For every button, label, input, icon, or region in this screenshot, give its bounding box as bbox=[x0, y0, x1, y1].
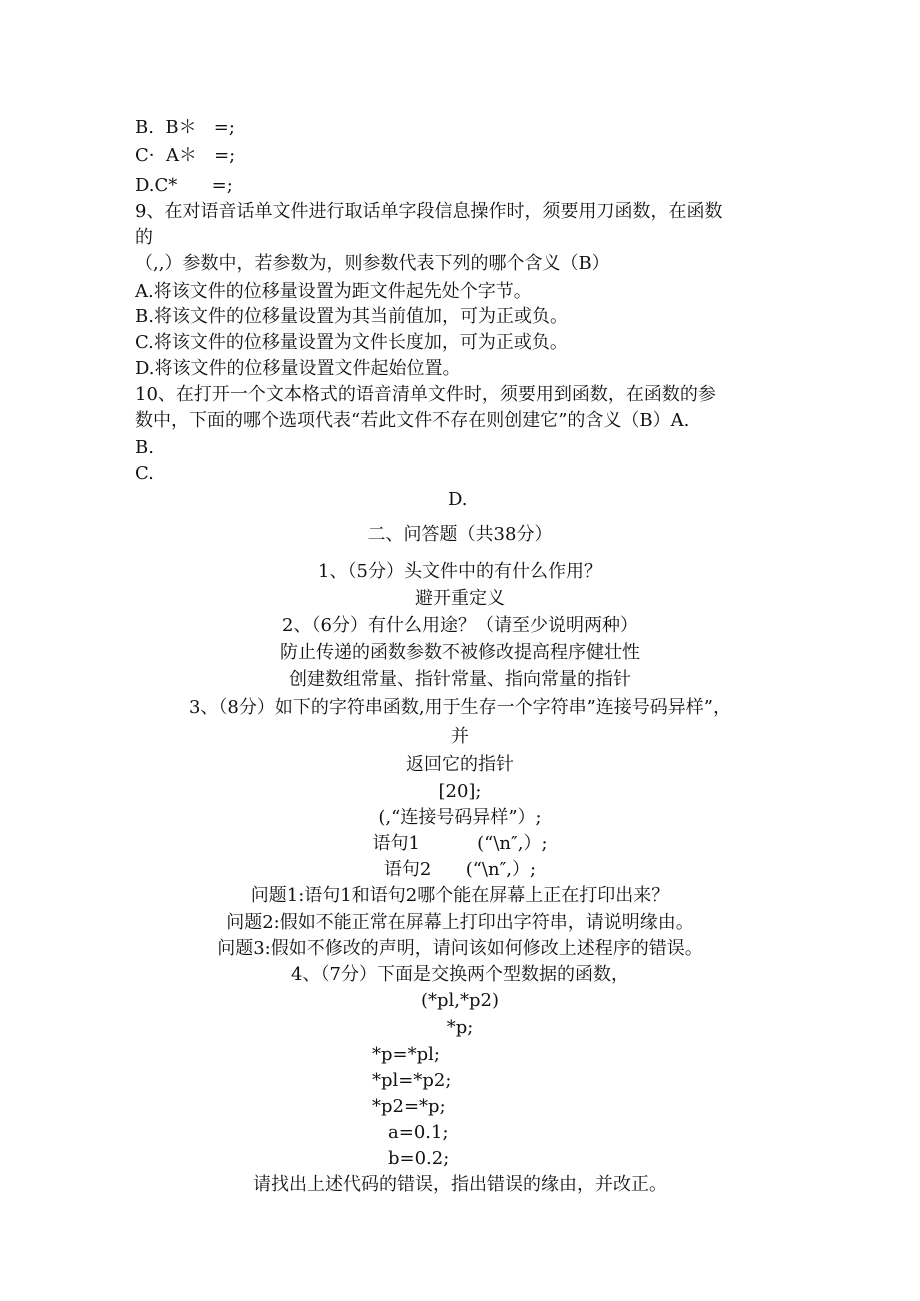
q4-text: 4、（7分）下面是交换两个型数据的函数， bbox=[291, 964, 629, 985]
q3-line2: 并 bbox=[451, 726, 469, 747]
code-line-6: a=0.1; bbox=[388, 1122, 449, 1143]
code-line-7: b=0.2; bbox=[388, 1148, 450, 1169]
q3-problem-2: 问题2:假如不能正常在屏幕上打印出字符串，请说明缘由。 bbox=[226, 912, 694, 933]
code-line-4: *pl=*p2; bbox=[372, 1070, 452, 1091]
q3-problem-1: 问题1:语句1和语句2哪个能在屏幕上正在打印出来？ bbox=[250, 885, 670, 906]
q9-option-b: B.将该文件的位移量设置为其当前值加，可为正或负。 bbox=[135, 306, 568, 327]
q2-text: 2、（6分）有什么用途？（请至少说明两种） bbox=[282, 615, 638, 636]
q9-option-a: A.将该文件的位移量设置为距文件起先处个字节。 bbox=[135, 281, 532, 302]
code-line-2: *p; bbox=[446, 1017, 474, 1038]
q9-line1: 9、在对语音话单文件进行取话单字段信息操作时，须要用刀函数，在函数 bbox=[135, 201, 723, 222]
q3-code-4: 语句2 (“\n″,）; bbox=[383, 859, 537, 880]
q10-option-c: C. bbox=[135, 463, 154, 484]
q9-line3: （,,）参数中，若参数为，则参数代表下列的哪个含义（B） bbox=[135, 253, 610, 274]
option-c-top: C· A＊ =; bbox=[135, 145, 236, 166]
q10-option-d: D. bbox=[448, 489, 468, 510]
q9-option-c: C.将该文件的位移量设置为文件长度加，可为正或负。 bbox=[135, 332, 568, 353]
q10-option-b: B. bbox=[135, 437, 154, 458]
code-line-3: *p=*pl; bbox=[372, 1044, 440, 1065]
code-line-5: *p2=*p; bbox=[372, 1096, 446, 1117]
code-line-1: (*pl,*p2) bbox=[420, 990, 500, 1011]
q3-code-1: [20]; bbox=[438, 781, 482, 802]
q10-line2: 数中，下面的哪个选项代表“若此文件不存在则创建它”的含义（B）A. bbox=[135, 410, 690, 431]
q3-code-3: 语句1 (“\n″,）; bbox=[372, 833, 548, 854]
q10-line1: 10、在打开一个文本格式的语音清单文件时，须要用到函数，在函数的参 bbox=[135, 384, 716, 405]
q9-option-d: D.将该文件的位移量设置文件起始位置。 bbox=[135, 358, 461, 379]
q2-answer-1: 防止传递的函数参数不被修改提高程序健壮性 bbox=[280, 642, 640, 663]
option-d-top: D.C* =; bbox=[135, 175, 233, 196]
q3-line1: 3、（8分）如下的字符串函数,用于生存一个字符串”连接号码异样”， bbox=[188, 697, 732, 718]
q3-code-2: (,“连接号码异样”）; bbox=[378, 807, 542, 828]
q1-text: 1、（5分）头文件中的有什么作用？ bbox=[318, 561, 602, 582]
q3-problem-3: 问题3:假如不修改的声明，请问该如何修改上述程序的错误。 bbox=[217, 938, 703, 959]
q4-requirement: 请找出上述代码的错误，指出错误的缘由，并改正。 bbox=[253, 1174, 667, 1195]
option-b-top: B. B＊ =; bbox=[135, 117, 235, 138]
q3-line3: 返回它的指针 bbox=[406, 754, 514, 775]
q9-line2: 的 bbox=[135, 227, 153, 248]
q2-answer-2: 创建数组常量、指针常量、指向常量的指针 bbox=[289, 669, 631, 690]
q1-answer: 避开重定义 bbox=[415, 588, 505, 609]
section-title: 二、问答题（共38分） bbox=[367, 524, 553, 545]
